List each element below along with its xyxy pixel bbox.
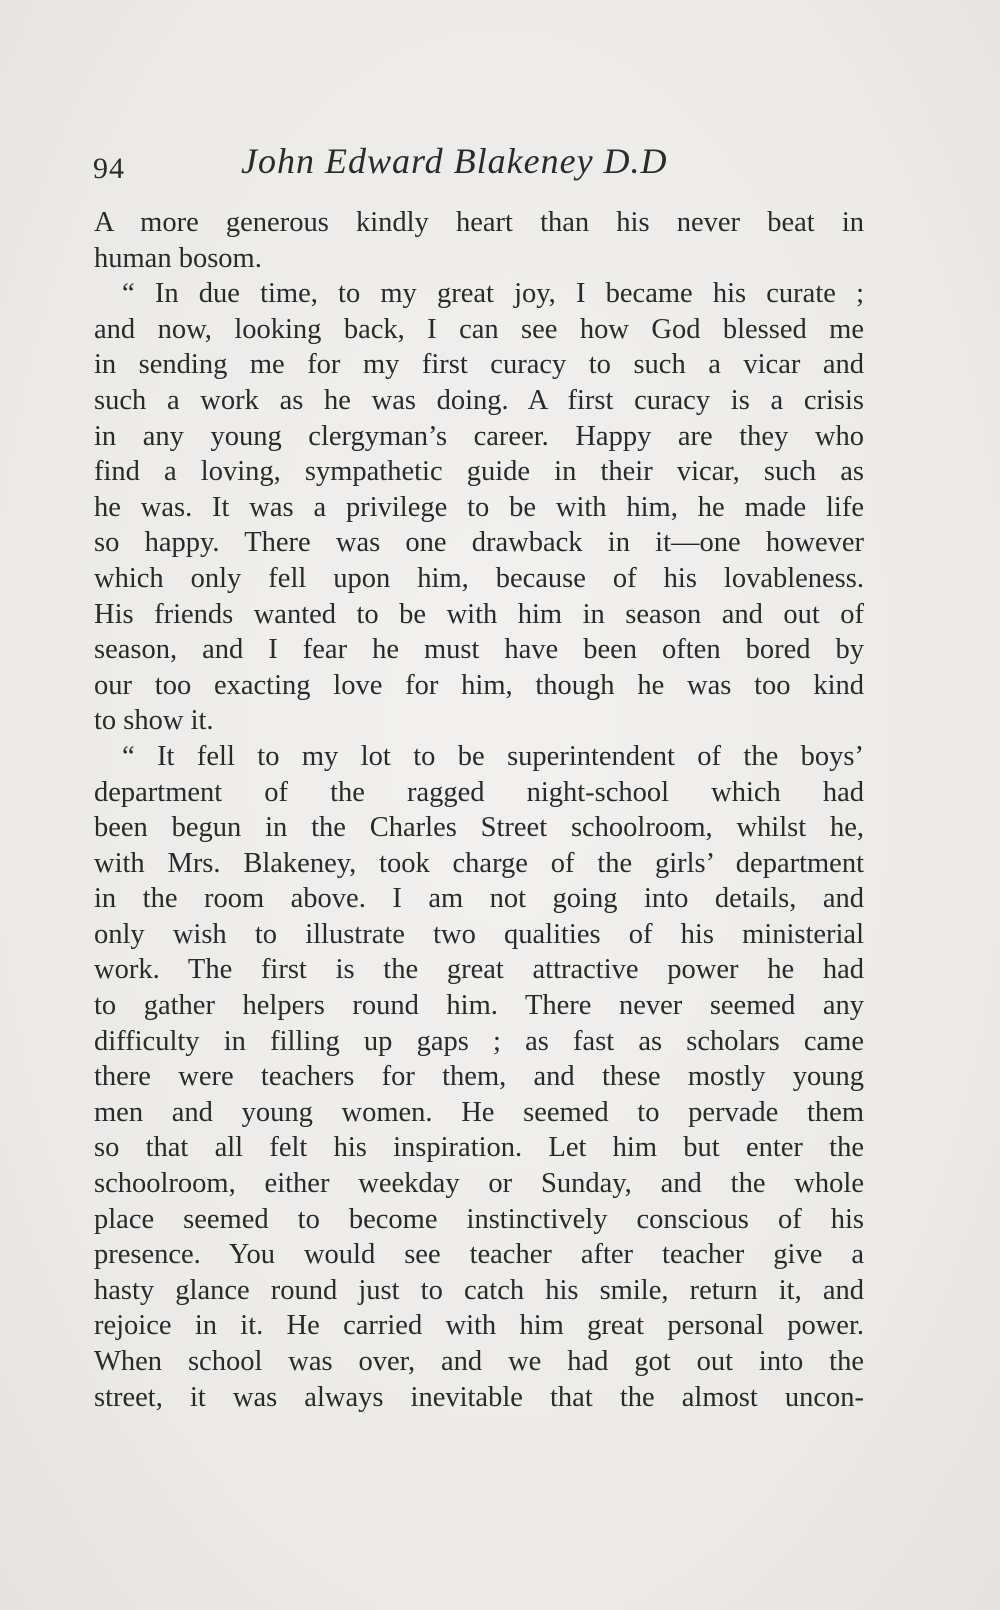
text-line: such a work as he was doing. A first curacy is a crisis xyxy=(94,384,864,416)
text-line: His friends wanted to be with him in season and out of xyxy=(94,598,864,630)
body-text xyxy=(94,205,864,1415)
page-number: 94 xyxy=(93,152,125,185)
text-line: street, it was always inevitable that the almost uncon- xyxy=(94,1381,864,1413)
text-line: season, and I fear he must have been often bored by xyxy=(94,634,864,666)
text-line: and now, looking back, I can see how God blessed me xyxy=(94,313,864,345)
text-line: in the room above. I am not going into details, and xyxy=(94,883,864,915)
text-line: our too exacting love for him, though he was too kind xyxy=(94,669,864,701)
text-line: “ It fell to my lot to be superintendent of the boys’ xyxy=(122,740,864,772)
text-line: he was. It was a privilege to be with him, he made life xyxy=(94,491,864,523)
text-line: to show it. xyxy=(94,705,214,737)
text-line: difficulty in filling up gaps ; as fast as scholars came xyxy=(94,1025,864,1057)
text-line: work. The first is the great attractive power he had xyxy=(94,954,864,986)
text-line: only wish to illustrate two qualities of his ministerial xyxy=(94,918,864,950)
text-line: in any young clergyman’s career. Happy are they who xyxy=(94,420,864,452)
running-head xyxy=(93,140,873,190)
text-line: When school was over, and we had got out into the xyxy=(94,1346,864,1377)
text-line: men and young women. He seemed to pervade them xyxy=(94,1096,864,1128)
text-line: which only fell upon him, because of his lovableness. xyxy=(94,562,864,594)
text-line: human bosom. xyxy=(94,242,262,274)
text-line: so happy. There was one drawback in it—one however xyxy=(94,527,864,559)
text-line: place seemed to become instinctively conscious of his xyxy=(94,1203,864,1235)
text-line: with Mrs. Blakeney, took charge of the girls’ department xyxy=(94,847,864,879)
text-line: schoolroom, either weekday or Sunday, and the whole xyxy=(94,1168,864,1200)
text-line: rejoice in it. He carried with him great personal power. xyxy=(94,1310,864,1342)
text-line: hasty glance round just to catch his smile, return it, and xyxy=(94,1274,864,1306)
text-line: to gather helpers round him. There never seemed any xyxy=(94,990,864,1022)
text-line: been begun in the Charles Street schoolroom, whilst he, xyxy=(94,812,864,844)
text-line: so that all felt his inspiration. Let him but enter the xyxy=(94,1132,864,1164)
running-title: John Edward Blakeney D.D xyxy=(241,141,668,181)
text-line: find a loving, sympathetic guide in their vicar, such as xyxy=(94,456,864,488)
text-line: department of the ragged night-school which had xyxy=(94,776,864,808)
text-line: in sending me for my first curacy to such a vicar and xyxy=(94,349,864,381)
text-line: A more generous kindly heart than his never beat in xyxy=(94,207,864,238)
text-line: presence. You would see teacher after teacher give a xyxy=(94,1239,864,1271)
text-line: “ In due time, to my great joy, I became his curate ; xyxy=(122,278,864,310)
text-line: there were teachers for them, and these mostly young xyxy=(94,1061,864,1093)
